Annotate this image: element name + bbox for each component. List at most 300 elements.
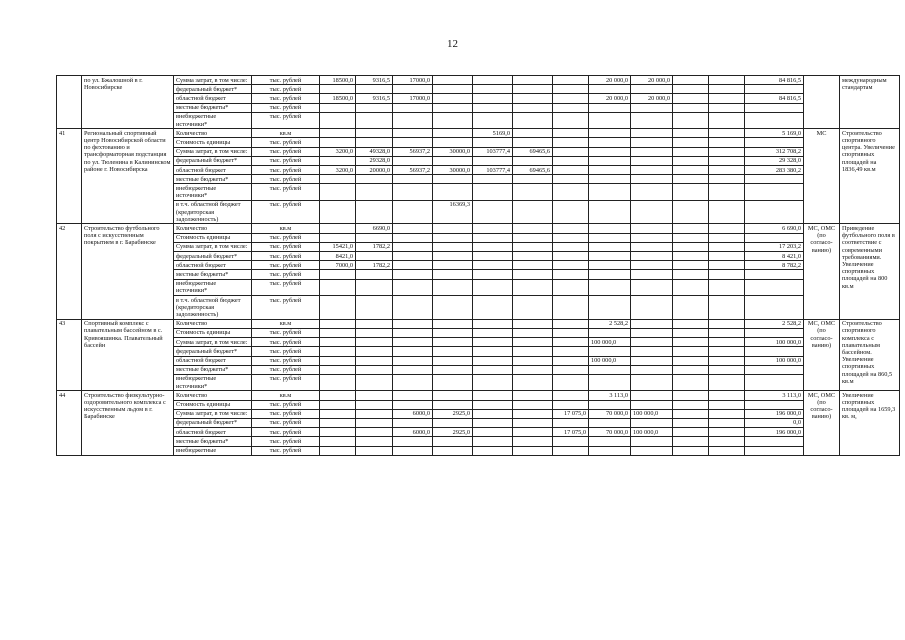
table-cell <box>513 428 553 437</box>
table-cell <box>709 184 745 200</box>
table-row-r44b <box>57 400 900 409</box>
table-cell <box>433 242 473 251</box>
table-cell <box>356 112 393 128</box>
table-cell: тыс. рублей <box>252 418 320 427</box>
table-cell: 100 000,0 <box>631 428 673 437</box>
table-cell: 42 <box>57 224 82 319</box>
table-cell <box>589 112 631 128</box>
table-cell <box>589 166 631 175</box>
table-cell <box>473 175 513 184</box>
table-cell <box>631 175 673 184</box>
table-cell: МС <box>804 129 840 224</box>
table-cell: тыс. рублей <box>252 279 320 295</box>
table-cell <box>320 184 356 200</box>
table-cell <box>433 233 473 242</box>
table-cell <box>473 252 513 261</box>
table-cell <box>709 166 745 175</box>
table-cell <box>553 296 589 320</box>
table-row-r44g <box>57 446 900 455</box>
table-cell <box>513 319 553 328</box>
table-cell <box>433 347 473 356</box>
table-cell <box>513 261 553 270</box>
table-cell <box>473 338 513 347</box>
table-cell <box>553 112 589 128</box>
table-cell <box>513 347 553 356</box>
table-cell: 16369,3 <box>433 200 473 224</box>
table-cell <box>553 200 589 224</box>
table-cell <box>356 138 393 147</box>
table-cell <box>473 428 513 437</box>
table-cell: международным стандартам <box>840 76 900 129</box>
table-cell <box>709 224 745 233</box>
table-cell: тыс. рублей <box>252 112 320 128</box>
table-cell <box>673 129 709 138</box>
table-cell <box>673 328 709 337</box>
table-cell <box>709 233 745 242</box>
table-cell: внебюджетные источники* <box>174 112 252 128</box>
table-cell <box>393 242 433 251</box>
table-cell <box>553 446 589 455</box>
table-cell <box>709 319 745 328</box>
table-cell <box>513 233 553 242</box>
table-cell <box>553 138 589 147</box>
table-cell <box>553 175 589 184</box>
table-cell <box>393 338 433 347</box>
table-cell <box>709 338 745 347</box>
table-cell: 17000,0 <box>393 76 433 85</box>
table-row-r43e <box>57 356 900 365</box>
table-cell <box>589 200 631 224</box>
table-cell <box>433 85 473 94</box>
table-cell <box>320 279 356 295</box>
table-cell: тыс. рублей <box>252 347 320 356</box>
table-row-r44e <box>57 428 900 437</box>
table-cell <box>433 365 473 374</box>
table-cell <box>433 270 473 279</box>
table-cell: Стоимость единицы <box>174 328 252 337</box>
table-row-r1a <box>57 76 900 85</box>
table-cell <box>513 200 553 224</box>
table-cell <box>673 175 709 184</box>
table-cell <box>589 296 631 320</box>
table-cell <box>709 147 745 156</box>
table-cell: 8 782,2 <box>745 261 804 270</box>
table-cell <box>709 279 745 295</box>
table-cell <box>320 85 356 94</box>
table-cell <box>589 365 631 374</box>
table-cell <box>320 156 356 165</box>
table-cell <box>433 391 473 400</box>
table-cell <box>631 418 673 427</box>
table-cell <box>553 166 589 175</box>
table-cell <box>673 446 709 455</box>
table-cell: 9316,5 <box>356 94 393 103</box>
table-cell <box>631 391 673 400</box>
table-cell <box>553 374 589 390</box>
table-cell: местные бюджеты* <box>174 437 252 446</box>
table-cell <box>393 400 433 409</box>
table-cell: 18500,0 <box>320 76 356 85</box>
table-body <box>57 76 900 456</box>
table-cell <box>673 428 709 437</box>
table-cell <box>393 252 433 261</box>
table-cell: 6000,0 <box>393 428 433 437</box>
table-cell: 20 000,0 <box>631 94 673 103</box>
table-cell <box>356 409 393 418</box>
table-cell: Количество <box>174 224 252 233</box>
table-cell <box>673 85 709 94</box>
table-cell <box>356 296 393 320</box>
table-cell <box>473 296 513 320</box>
table-cell <box>356 319 393 328</box>
table-cell: 6690,0 <box>356 224 393 233</box>
table-cell: МС, ОМС (по согласо-ванию) <box>804 224 840 319</box>
table-cell <box>320 233 356 242</box>
table-cell <box>473 76 513 85</box>
table-row-r43f <box>57 365 900 374</box>
table-cell <box>673 391 709 400</box>
table-cell <box>631 147 673 156</box>
table-cell: тыс. рублей <box>252 156 320 165</box>
table-cell <box>393 446 433 455</box>
table-cell <box>673 252 709 261</box>
table-cell <box>356 428 393 437</box>
table-cell <box>709 156 745 165</box>
table-cell <box>631 347 673 356</box>
table-cell <box>745 112 804 128</box>
table-cell <box>320 103 356 112</box>
table-cell: 1782,2 <box>356 261 393 270</box>
table-cell <box>709 138 745 147</box>
table-row-r41e <box>57 166 900 175</box>
table-cell <box>553 233 589 242</box>
table-cell: внебюджетные <box>174 446 252 455</box>
table-cell <box>553 252 589 261</box>
table-cell <box>553 400 589 409</box>
table-cell <box>709 175 745 184</box>
table-cell <box>631 356 673 365</box>
table-cell: МС, ОМС (по согласо-ванию) <box>804 391 840 455</box>
table-cell <box>553 261 589 270</box>
table-cell: областной бюджет <box>174 166 252 175</box>
table-row-r42f <box>57 270 900 279</box>
table-cell: областной бюджет <box>174 428 252 437</box>
table-cell <box>709 94 745 103</box>
table-cell <box>673 156 709 165</box>
table-cell: тыс. рублей <box>252 76 320 85</box>
table-cell <box>673 138 709 147</box>
table-cell <box>709 347 745 356</box>
table-cell <box>553 94 589 103</box>
table-row-r41a <box>57 129 900 138</box>
table-cell <box>709 261 745 270</box>
table-cell <box>553 147 589 156</box>
table-cell <box>356 279 393 295</box>
table-cell <box>513 224 553 233</box>
table-cell <box>709 328 745 337</box>
table-cell <box>433 296 473 320</box>
table-cell: 18500,0 <box>320 94 356 103</box>
table-row-r43d <box>57 347 900 356</box>
table-cell: 17 075,0 <box>553 409 589 418</box>
table-cell: федеральный бюджет* <box>174 156 252 165</box>
table-cell: 20000,0 <box>356 166 393 175</box>
table-cell <box>631 184 673 200</box>
table-cell <box>320 129 356 138</box>
table-cell <box>631 200 673 224</box>
table-cell <box>473 347 513 356</box>
table-cell: 20 000,0 <box>631 76 673 85</box>
table-cell <box>473 85 513 94</box>
table-cell <box>513 400 553 409</box>
table-cell <box>553 279 589 295</box>
table-cell: Сумма затрат, в том числе: <box>174 242 252 251</box>
table-cell: 5169,0 <box>473 129 513 138</box>
table-cell: 69465,6 <box>513 147 553 156</box>
table-cell <box>589 437 631 446</box>
table-cell <box>473 319 513 328</box>
table-row-r43g <box>57 374 900 390</box>
table-cell: 29328,0 <box>356 156 393 165</box>
table-cell <box>709 391 745 400</box>
table-cell <box>589 374 631 390</box>
table-cell <box>433 374 473 390</box>
table-cell: тыс. рублей <box>252 374 320 390</box>
table-cell <box>589 328 631 337</box>
table-cell <box>320 319 356 328</box>
table-cell <box>513 446 553 455</box>
table-cell: областной бюджет <box>174 356 252 365</box>
table-cell: Количество <box>174 391 252 400</box>
table-cell <box>513 156 553 165</box>
table-cell <box>393 328 433 337</box>
table-cell <box>553 338 589 347</box>
table-cell <box>631 261 673 270</box>
table-row-r44a <box>57 391 900 400</box>
table-cell: 29 328,0 <box>745 156 804 165</box>
table-cell: внебюджетные источники* <box>174 374 252 390</box>
table-cell <box>553 365 589 374</box>
table-cell <box>393 112 433 128</box>
table-cell <box>673 365 709 374</box>
table-cell <box>589 347 631 356</box>
table-cell: 3200,0 <box>320 166 356 175</box>
table-row-r42d <box>57 252 900 261</box>
table-cell <box>513 252 553 261</box>
table-cell: 30000,0 <box>433 166 473 175</box>
table-cell <box>631 338 673 347</box>
table-cell <box>473 365 513 374</box>
table-cell <box>356 85 393 94</box>
table-cell: внебюджетные источники* <box>174 184 252 200</box>
table-cell <box>356 103 393 112</box>
table-cell <box>320 138 356 147</box>
table-cell: 103777,4 <box>473 147 513 156</box>
table-cell: тыс. рублей <box>252 446 320 455</box>
table-cell <box>589 129 631 138</box>
table-cell <box>673 147 709 156</box>
table-cell <box>513 418 553 427</box>
table-cell: внебюджетные источники* <box>174 279 252 295</box>
table-cell <box>513 85 553 94</box>
table-cell: 100 000,0 <box>631 409 673 418</box>
table-cell <box>356 391 393 400</box>
table-cell: тыс. рублей <box>252 296 320 320</box>
table-row-r1c <box>57 94 900 103</box>
table-cell: тыс. рублей <box>252 103 320 112</box>
table-cell: тыс. рублей <box>252 261 320 270</box>
table-cell: тыс. рублей <box>252 242 320 251</box>
table-cell <box>631 374 673 390</box>
table-cell: 7000,0 <box>320 261 356 270</box>
table-cell <box>473 409 513 418</box>
table-cell <box>553 76 589 85</box>
table-cell <box>473 184 513 200</box>
table-cell <box>673 76 709 85</box>
table-cell <box>393 374 433 390</box>
table-row-r41f <box>57 175 900 184</box>
table-cell <box>393 200 433 224</box>
table-cell: тыс. рублей <box>252 138 320 147</box>
table-cell <box>745 184 804 200</box>
table-cell <box>709 365 745 374</box>
table-cell <box>553 319 589 328</box>
table-cell: 15421,0 <box>320 242 356 251</box>
table-cell <box>356 184 393 200</box>
table-cell <box>356 347 393 356</box>
table-cell: 56937,2 <box>393 147 433 156</box>
table-cell: 70 000,0 <box>589 428 631 437</box>
table-cell <box>433 261 473 270</box>
table-cell: 3 113,0 <box>589 391 631 400</box>
table-cell: тыс. рублей <box>252 252 320 261</box>
table-cell <box>433 103 473 112</box>
table-cell <box>553 347 589 356</box>
table-cell: 0,0 <box>745 418 804 427</box>
table-cell: тыс. рублей <box>252 200 320 224</box>
table-cell <box>709 400 745 409</box>
table-cell: тыс. рублей <box>252 428 320 437</box>
table-cell <box>673 112 709 128</box>
table-cell <box>709 356 745 365</box>
table-cell <box>709 428 745 437</box>
table-cell <box>356 328 393 337</box>
table-cell <box>473 138 513 147</box>
table-cell: 100 000,0 <box>745 338 804 347</box>
table-cell: 1782,2 <box>356 242 393 251</box>
table-cell <box>433 184 473 200</box>
table-cell: Сумма затрат, в том числе: <box>174 409 252 418</box>
table-cell: тыс. рублей <box>252 356 320 365</box>
table-cell: областной бюджет <box>174 261 252 270</box>
table-cell: 5 169,0 <box>745 129 804 138</box>
table-cell <box>433 418 473 427</box>
table-cell <box>513 112 553 128</box>
table-row-r44c <box>57 409 900 418</box>
table-cell <box>433 319 473 328</box>
table-cell: 2925,0 <box>433 428 473 437</box>
table-cell: кв.м <box>252 129 320 138</box>
table-cell: 2 528,2 <box>745 319 804 328</box>
table-cell: 3200,0 <box>320 147 356 156</box>
table-row-r1e <box>57 112 900 128</box>
table-cell: тыс. рублей <box>252 338 320 347</box>
table-cell <box>513 356 553 365</box>
table-cell <box>631 112 673 128</box>
table-cell <box>356 233 393 242</box>
table-cell <box>513 365 553 374</box>
table-cell <box>433 76 473 85</box>
table-cell <box>673 200 709 224</box>
table-cell <box>473 437 513 446</box>
table-cell <box>393 356 433 365</box>
table-cell <box>473 400 513 409</box>
table-cell <box>745 233 804 242</box>
table-row-r41h <box>57 200 900 224</box>
table-cell <box>320 374 356 390</box>
table-cell: 3 113,0 <box>745 391 804 400</box>
table-row-r42c <box>57 242 900 251</box>
table-cell: 312 708,2 <box>745 147 804 156</box>
table-cell <box>513 391 553 400</box>
table-cell <box>745 85 804 94</box>
table-cell <box>433 175 473 184</box>
table-cell <box>673 261 709 270</box>
table-cell <box>673 279 709 295</box>
table-cell <box>709 437 745 446</box>
table-row-r1d <box>57 103 900 112</box>
table-cell <box>393 175 433 184</box>
table-cell <box>433 156 473 165</box>
table-cell <box>631 156 673 165</box>
table-row-r42g <box>57 279 900 295</box>
table-cell: 84 816,5 <box>745 76 804 85</box>
table-row-r41c <box>57 147 900 156</box>
table-cell: Приведение футбольного поля в соответствие с современными требованиями. Увеличение спортивных площадей на 800 кв.м <box>840 224 900 319</box>
table-cell <box>433 138 473 147</box>
table-cell <box>393 270 433 279</box>
table-cell: 196 000,0 <box>745 428 804 437</box>
table-cell: тыс. рублей <box>252 85 320 94</box>
table-cell <box>393 184 433 200</box>
table-cell <box>673 418 709 427</box>
table-cell <box>320 296 356 320</box>
table-row-r43a <box>57 319 900 328</box>
table-cell <box>709 103 745 112</box>
table-cell <box>513 328 553 337</box>
table-cell <box>553 270 589 279</box>
table-cell <box>631 328 673 337</box>
table-cell <box>356 252 393 261</box>
table-cell <box>589 156 631 165</box>
table-cell <box>631 270 673 279</box>
table-cell: 8421,0 <box>320 252 356 261</box>
table-cell <box>356 446 393 455</box>
table-cell: 2925,0 <box>433 409 473 418</box>
table-cell <box>631 279 673 295</box>
table-cell <box>393 437 433 446</box>
table-cell: Строительство спортивного центра. Увеличение спортивных площадей на 1836,49 кв.м <box>840 129 900 224</box>
table-cell <box>745 296 804 320</box>
table-cell <box>320 400 356 409</box>
table-cell <box>393 85 433 94</box>
table-cell <box>473 112 513 128</box>
table-cell <box>709 85 745 94</box>
table-cell <box>473 233 513 242</box>
table-cell <box>804 76 840 129</box>
table-cell <box>513 184 553 200</box>
table-cell: МС, ОМС (по согласо-ванию) <box>804 319 840 391</box>
